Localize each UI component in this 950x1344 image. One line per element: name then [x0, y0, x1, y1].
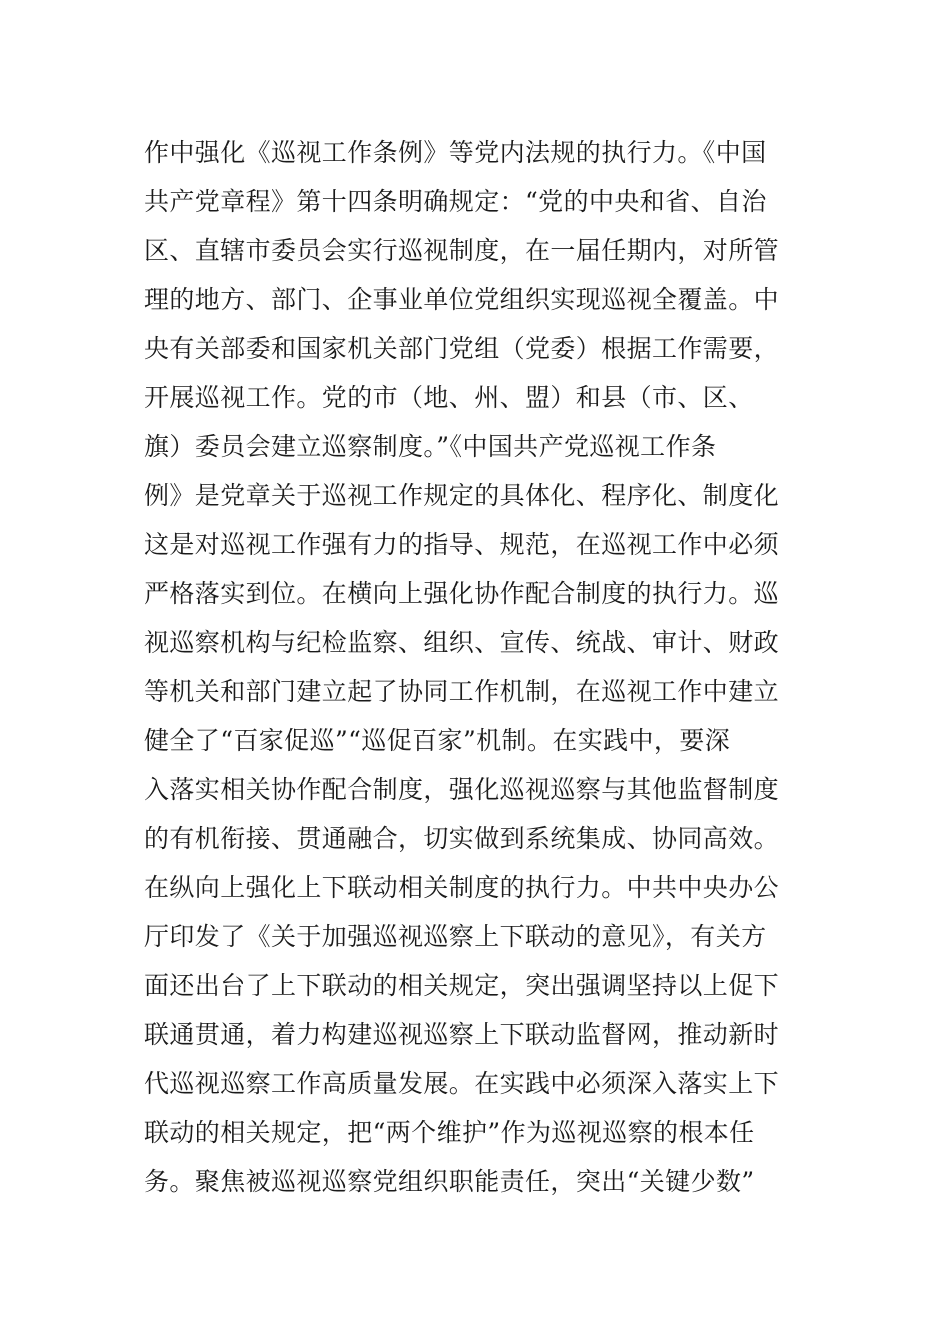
- text-line: 共产党章程》第十四条明确规定：“党的中央和省、自治: [144, 187, 767, 216]
- text-line: 联动的相关规定，把“两个维护”作为巡视巡察的根本任: [144, 1118, 755, 1147]
- text-line: 的有机衔接、贯通融合，切实做到系统集成、协同高效。: [144, 824, 780, 853]
- text-line: 旗）委员会建立巡察制度。”《中国共产党巡视工作条: [144, 432, 717, 461]
- text-line: 务。聚焦被巡视巡察党组织职能责任，突出“关键少数”: [144, 1167, 755, 1196]
- body-text: [144, 128, 814, 1206]
- text-line: 作中强化《巡视工作条例》等党内法规的执行力。《中国: [144, 138, 767, 167]
- text-line: 代巡视巡察工作高质量发展。在实践中必须深入落实上下: [144, 1069, 780, 1098]
- text-line: 联通贯通，着力构建巡视巡察上下联动监督网，推动新时: [144, 1020, 780, 1049]
- text-line: 厅印发了《关于加强巡视巡察上下联动的意见》，有关方: [144, 922, 767, 951]
- text-line: 视巡察机构与纪检监察、组织、宣传、统战、审计、财政: [144, 628, 780, 657]
- text-line: 面还出台了上下联动的相关规定，突出强调坚持以上促下: [144, 971, 780, 1000]
- text-line: 开展巡视工作。党的市（地、州、盟）和县（市、区、: [144, 383, 754, 412]
- text-line: 央有关部委和国家机关部门党组（党委）根据工作需要，: [144, 334, 780, 363]
- text-line: 例》是党章关于巡视工作规定的具体化、程序化、制度化: [144, 481, 780, 510]
- text-line: 理的地方、部门、企事业单位党组织实现巡视全覆盖。中: [144, 285, 780, 314]
- text-line: 健全了“百家促巡”“巡促百家”机制。在实践中，要深: [144, 726, 731, 755]
- text-line: 区、直辖市委员会实行巡视制度，在一届任期内，对所管: [144, 236, 780, 265]
- text-line: 严格落实到位。在横向上强化协作配合制度的执行力。巡: [144, 579, 780, 608]
- text-line: 等机关和部门建立起了协同工作机制，在巡视工作中建立: [144, 677, 780, 706]
- text-line: 在纵向上强化上下联动相关制度的执行力。中共中央办公: [144, 873, 780, 902]
- text-line: 入落实相关协作配合制度，强化巡视巡察与其他监督制度: [144, 775, 780, 804]
- text-line: 这是对巡视工作强有力的指导、规范，在巡视工作中必须: [144, 530, 780, 559]
